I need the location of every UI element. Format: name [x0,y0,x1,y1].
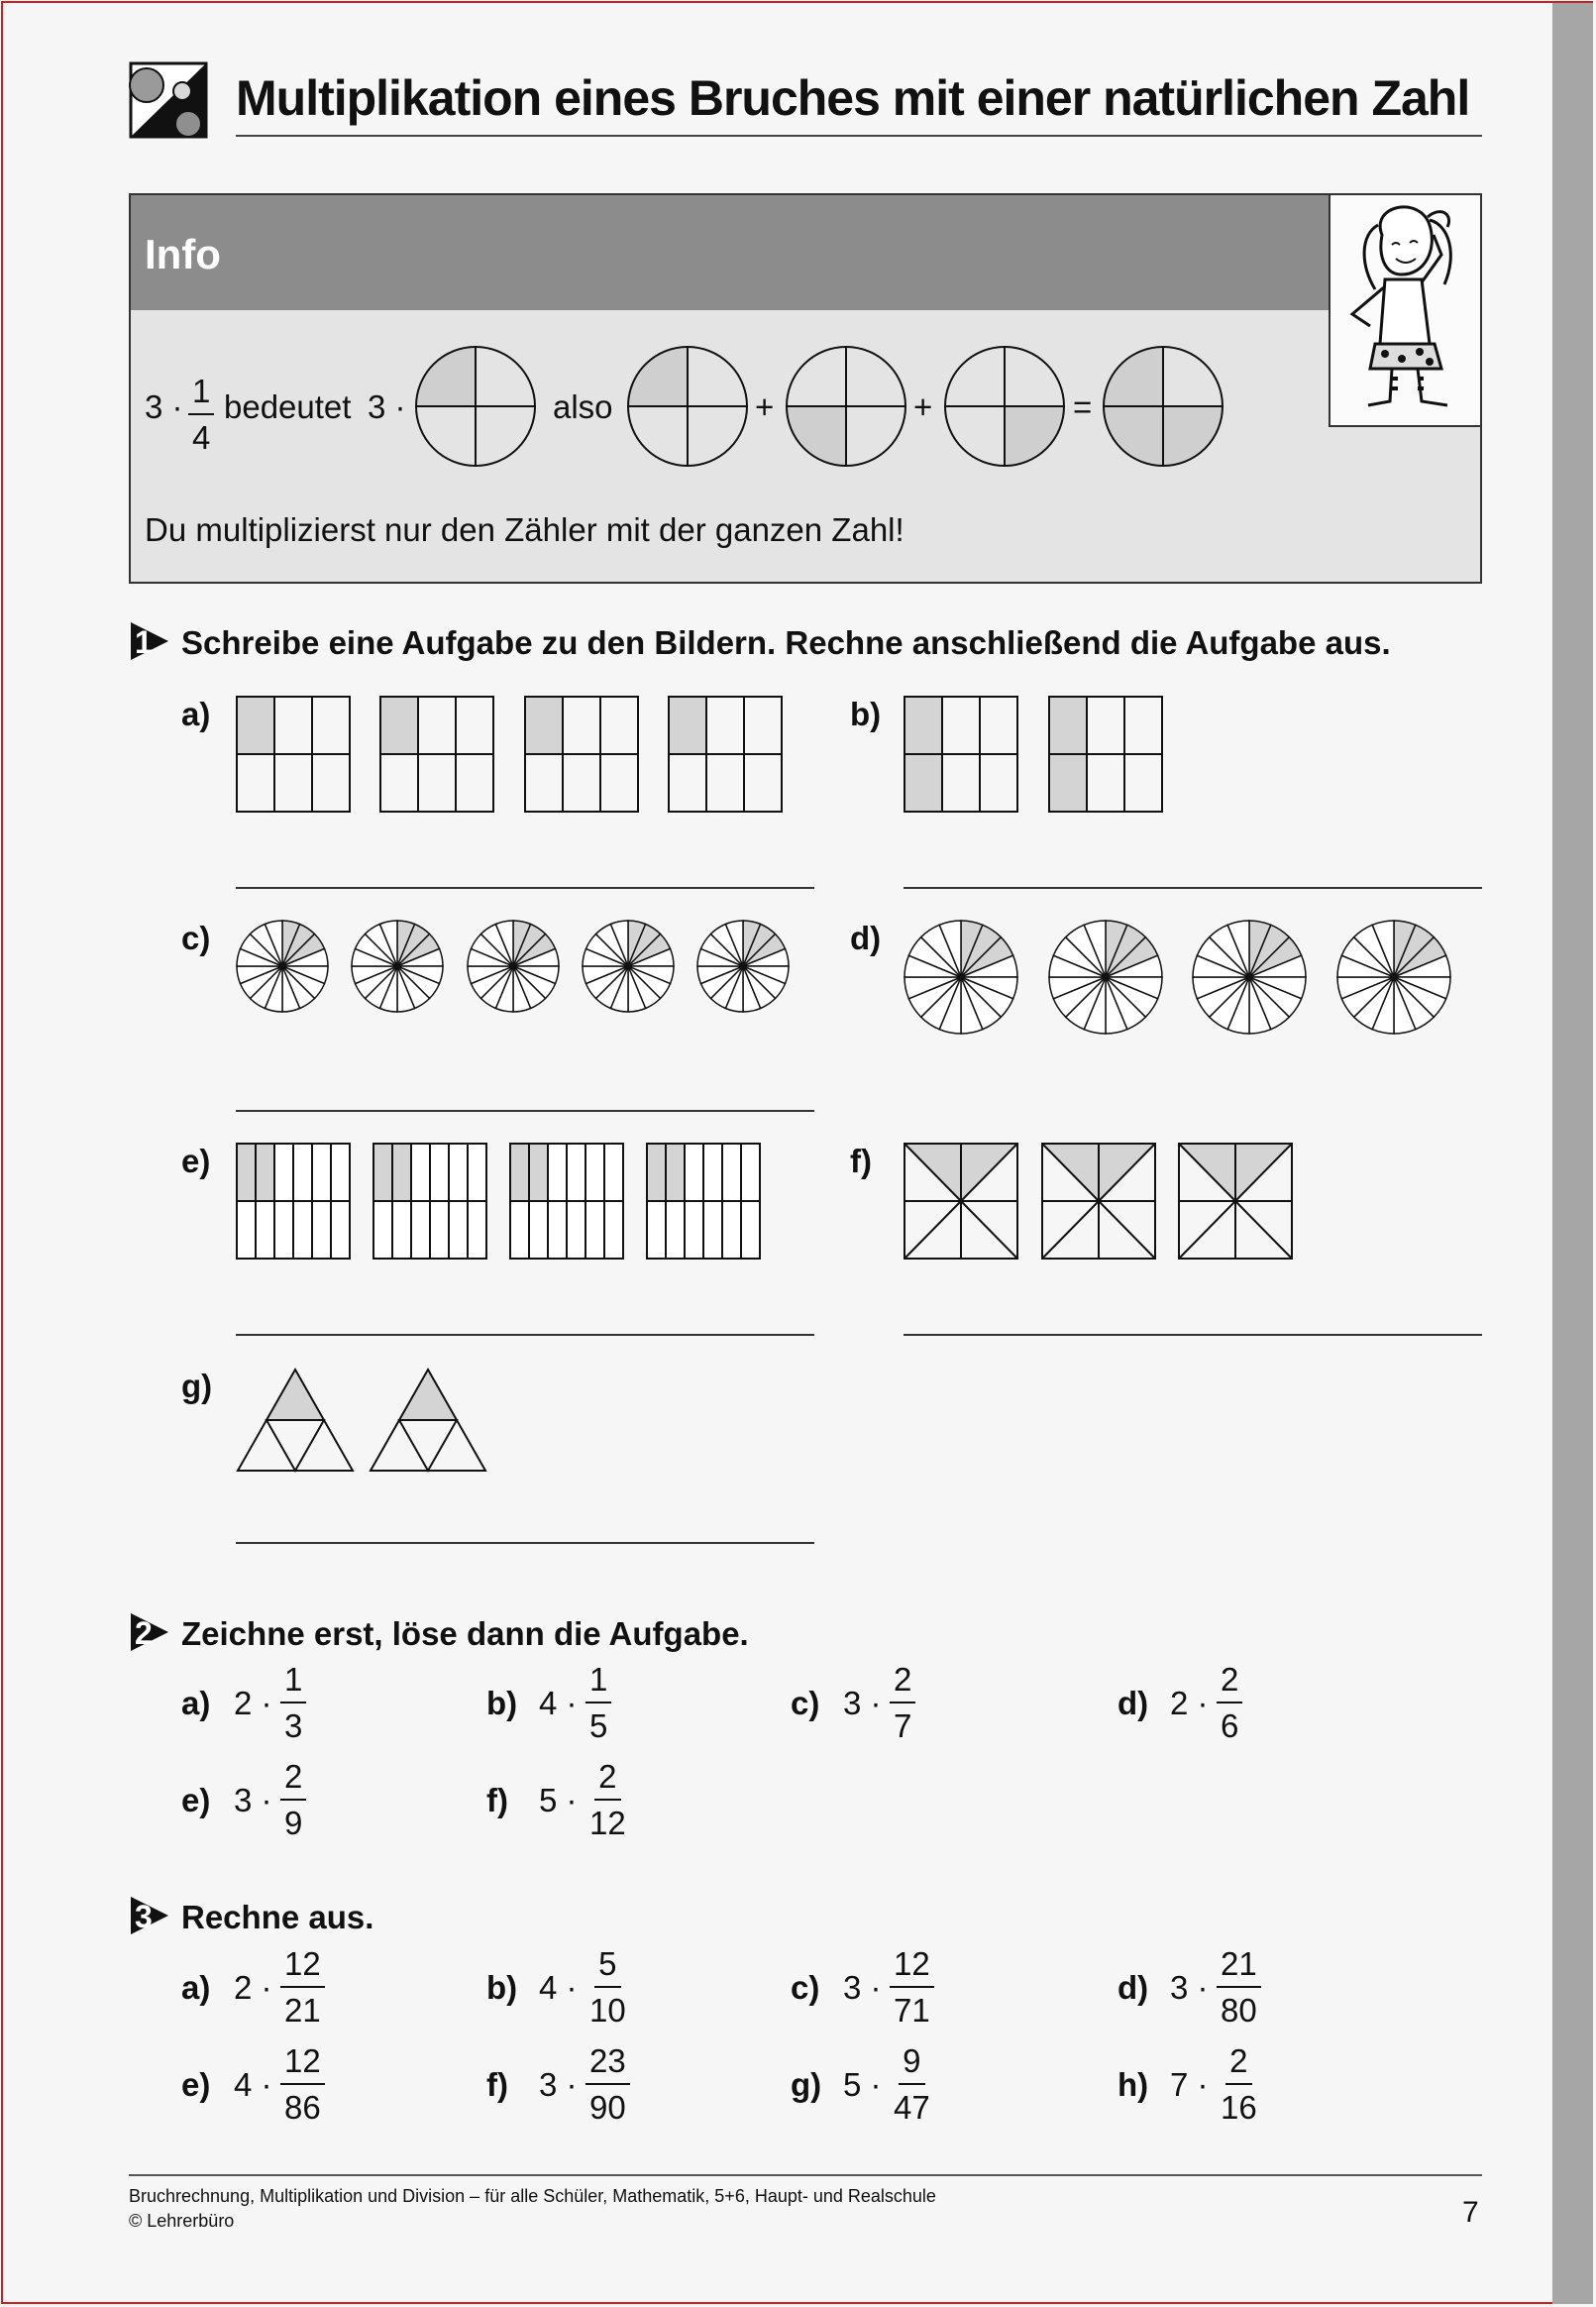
answer-line-g [236,1542,814,1544]
info-also: also [553,388,613,425]
task1-label-b: b) [850,696,882,732]
task3-label-g: g) [791,2066,822,2103]
three-quarter-circle-icon [1102,345,1224,468]
answer-line-a [236,887,814,889]
triangle-quarters-icon [236,1368,355,1473]
denominator: 10 [589,1992,626,2029]
denominator: 9 [284,1805,303,1841]
task3-whole-g: 5 · [843,2066,882,2103]
task2-instruction: Zeichne erst, löse dann die Aufgabe. [181,1615,749,1652]
info-header-bar [131,195,1330,310]
footer-rule [129,2174,1482,2176]
task3-label-a: a) [181,1969,211,2006]
task3-whole-h: 7 · [1170,2066,1209,2103]
task3-label-d: d) [1117,1969,1149,2006]
task3-fraction-h [1217,2044,1261,2124]
task3-fraction-g [890,2044,934,2124]
info-plus-2: + [913,388,933,425]
numerator: 9 [899,2044,924,2085]
task2-label-c: c) [791,1685,820,1721]
side-strip [1552,3,1593,2304]
numerator: 23 [585,2044,630,2085]
answer-line-c [236,1110,814,1112]
logo-icon [129,61,208,141]
task1-label-c: c) [181,920,211,956]
circle-sixteenths-icon [1192,920,1307,1035]
task2-label-d: d) [1117,1685,1149,1721]
circle-sixteenths-icon [236,920,329,1013]
grid-sixths-icon [668,696,785,815]
grid-sixths-icon [1048,696,1165,815]
circle-sixteenths-icon [904,920,1018,1035]
circle-sixteenths-icon [1336,920,1451,1035]
denominator: 6 [1221,1707,1239,1744]
page-number: 7 [1462,2196,1479,2229]
numerator: 2 [594,1760,620,1801]
title-underline [236,135,1482,137]
grid-sixths-icon [379,696,496,815]
task3-whole-f: 3 · [539,2066,578,2103]
task3-fraction-f [585,2044,630,2124]
page-title: Multiplikation eines Bruches mit einer natürlichen Zahl [236,70,1470,126]
svg-text:1: 1 [135,624,153,660]
task1-label-f: f) [850,1143,872,1179]
task2-label-b: b) [486,1685,518,1721]
grid-sixths-icon [904,696,1020,815]
info-fraction [188,375,214,454]
info-plus-1: + [755,388,775,425]
info-equals: = [1073,388,1093,425]
task3-whole-c: 3 · [843,1969,882,2006]
denominator: 86 [284,2089,321,2126]
task3-whole-e: 4 · [234,2066,272,2103]
svg-text:3: 3 [135,1899,153,1934]
numerator: 1 [585,1663,611,1703]
task2-fraction-f [585,1760,630,1839]
task2-fraction-c [890,1663,915,1742]
task3-label-b: b) [486,1969,518,2006]
info-rule-text: Du multiplizierst nur den Zähler mit der ganzen Zahl! [145,511,904,548]
grid-sixths-icon [524,696,641,815]
circle-sixteenths-icon [696,920,790,1013]
denominator: 80 [1221,1992,1257,2029]
quarter-circle-2-icon [626,345,749,468]
task2-whole-e: 3 · [234,1782,272,1818]
footer-source: Bruchrechnung, Multiplikation und Division – für alle Schüler, Mathematik, 5+6, Haupt- und Realschule [129,2186,936,2206]
task3-instruction: Rechne aus. [181,1899,374,1935]
square-eighths-icon [1178,1143,1295,1262]
task1-label-g: g) [181,1368,213,1404]
info-label: Info [145,231,221,277]
task1-label-a: a) [181,696,211,732]
denominator: 47 [894,2089,930,2126]
info-three-dot: 3 · [368,388,406,425]
task3-number-icon [129,1895,170,1936]
quarter-circle-3-icon [785,345,907,468]
denominator: 12 [589,1805,626,1841]
square-eighths-icon [1041,1143,1158,1262]
circle-sixteenths-icon [1048,920,1163,1035]
numerator: 2 [1225,2044,1251,2085]
task2-number-icon [129,1611,170,1653]
info-fraction-denominator: 4 [192,419,211,456]
task3-whole-b: 4 · [539,1969,578,2006]
grid-twelfths-icon [646,1143,763,1262]
task3-whole-d: 3 · [1170,1969,1209,2006]
task3-label-f: f) [486,2066,508,2103]
task2-whole-b: 4 · [539,1685,578,1721]
numerator: 21 [1217,1947,1261,1988]
denominator: 5 [589,1707,608,1744]
task2-fraction-e [280,1760,306,1839]
denominator: 21 [284,1992,321,2029]
denominator: 71 [894,1992,930,2029]
circle-sixteenths-icon [582,920,675,1013]
task2-label-f: f) [486,1782,508,1818]
task2-label-a: a) [181,1685,211,1721]
svg-text:2: 2 [135,1615,153,1651]
numerator: 12 [280,2044,325,2085]
task3-fraction-c [890,1947,934,2027]
task3-label-e: e) [181,2066,211,2103]
grid-twelfths-icon [509,1143,626,1262]
denominator: 90 [589,2089,626,2126]
task3-fraction-b [585,1947,630,2027]
numerator: 12 [890,1947,934,1988]
grid-sixths-icon [236,696,353,815]
task2-fraction-b [585,1663,611,1742]
numerator: 12 [280,1947,325,1988]
task1-label-d: d) [850,920,882,956]
circle-sixteenths-icon [351,920,444,1013]
info-fraction-numerator: 1 [188,375,214,415]
task3-label-c: c) [791,1969,820,2006]
answer-line-b [904,887,1482,889]
task2-whole-f: 5 · [539,1782,578,1818]
task1-label-e: e) [181,1143,211,1179]
grid-twelfths-icon [236,1143,353,1262]
grid-twelfths-icon [372,1143,489,1262]
task3-fraction-e [280,2044,325,2124]
task2-fraction-d [1217,1663,1242,1742]
numerator: 2 [280,1760,306,1801]
task3-label-h: h) [1117,2066,1149,2103]
denominator: 3 [284,1707,303,1744]
numerator: 1 [280,1663,306,1703]
task2-fraction-a [280,1663,306,1742]
footer-copyright: © Lehrerbüro [129,2211,235,2231]
denominator: 7 [894,1707,912,1744]
task1-instruction: Schreibe eine Aufgabe zu den Bildern. Rechne anschließend die Aufgabe aus. [181,624,1391,661]
task2-whole-d: 2 · [1170,1685,1209,1721]
task3-fraction-d [1217,1947,1261,2027]
task3-fraction-a [280,1947,325,2027]
quarter-circle-4-icon [943,345,1066,468]
square-eighths-icon [904,1143,1020,1262]
info-bedeutet: bedeutet [224,388,352,425]
task2-label-e: e) [181,1782,211,1818]
numerator: 5 [594,1947,620,1988]
thinking-girl-icon [1330,195,1480,425]
circle-sixteenths-icon [467,920,560,1013]
denominator: 16 [1221,2089,1257,2126]
info-factor: 3 · [145,388,183,425]
triangle-quarters-icon [369,1368,487,1473]
numerator: 2 [890,1663,915,1703]
numerator: 2 [1217,1663,1242,1703]
task1-number-icon [129,620,170,662]
task2-whole-a: 2 · [234,1685,272,1721]
task2-whole-c: 3 · [843,1685,882,1721]
quarter-circle-1-icon [414,345,537,468]
task3-whole-a: 2 · [234,1969,272,2006]
answer-line-e [236,1334,814,1336]
answer-line-f [904,1334,1482,1336]
